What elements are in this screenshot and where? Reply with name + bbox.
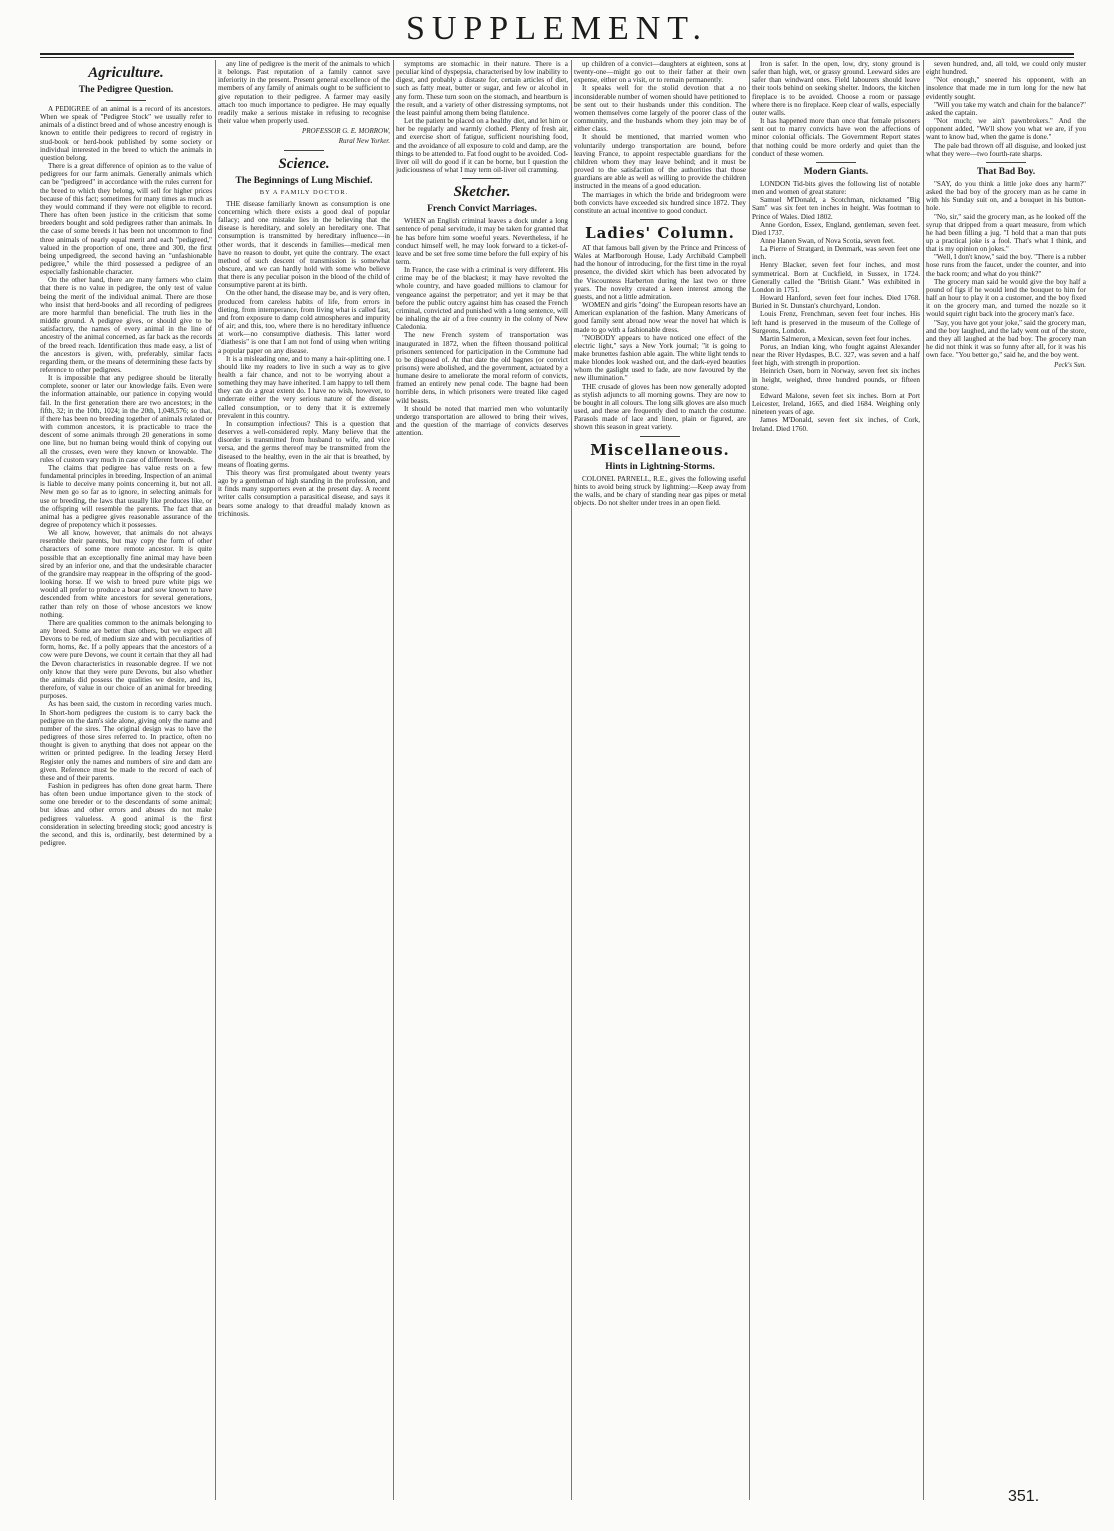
column-divider — [749, 60, 750, 1500]
paragraph: As has been said, the custom in recording varies much. In Short-horn pedigrees the custom is to carry back the pedigree on the dam's side alone, giving only the name and number of the sires. The original design was to have the pedigrees of those sires referred to. In practice, often no thought is given to anything that does not appear on the written or printed pedigree. In the leading Jersey Herd Register only the names and numbers of sire and dam are given. Reference must be made to the record of each of these and of their parents. — [40, 700, 212, 782]
paragraph: any line of pedigree is the merit of the animals to which it belongs. Past reputation of a family cannot save inferiority in the present. Present general excellence of the members of any family of animals ought to be sufficient to give reputation to their pedigree. A farmer may easily attach too much importance to pedigree. He may equally readily make a serious mistake in refusing to recognise their value when properly used. — [218, 60, 390, 126]
paragraph: We all know, however, that animals do not always resemble their parents, but may copy the form of other characters of some more remote ancestor. It is quite possible that an exceptionally fine animal may have been sired by an inferior one, and that the undesirable character of the grandsire may reappear in the offspring of the good-looking horse. If we wish to breed pure white pigs we would all prefer to produce a boar and sow known to have descended from white ancestors for several generations, rather than rely on those of whose ancestors we know nothing. — [40, 529, 212, 619]
paragraph: Henry Blacker, seven feet four inches, and most symmetrical. Born at Cuckfield, in Sussex, in 1724. Generally called the "British Giant." Was exhibited in London in 1751. — [752, 261, 920, 294]
paragraph: "Well, I don't know," said the boy. "There is a rubber hose runs from the faucet, under the counter, and into the back room; and what do you think?" — [926, 253, 1086, 278]
paragraph: A PEDIGREE of an animal is a record of its ancestors. When we speak of "Pedigree Stock" we usually refer to animals of a distinct breed and of whose ancestry enough is known to entitle their pedigrees to record of registry in stud-book or herd-book published by some society or individual interested in the breed to which the animals in question belong. — [40, 105, 212, 162]
divider — [106, 100, 146, 101]
paragraph: It should be mentioned, that married women who voluntarily undergo transportation are bound, before leaving France, to appoint respectable guardians for the children whom they may leave behind; and it must be proved to the satisfaction of the authorities that those guardians are able as well as willing to provide the children instructed in the means of a good education. — [574, 133, 746, 191]
article-headline: Hints in Lightning-Storms. — [605, 461, 715, 472]
paragraph: The grocery man said he would give the boy half a pound of figs if he would lend the bouquet to him for half an hour to play it on a customer, and the boy fixed it on the grocery man, and turned the nozzle so it would squirt right back into the grocery man's face. — [926, 277, 1086, 319]
paragraph: In France, the case with a criminal is very different. His crime may be of the blackest; it may have revolted the whole country, and have goaded millions to clamour for vengeance against the perpetrator; and yet it may be that before the public outcry against him has ceased the French criminal, convicted and punished with a long sentence, will be inhaling the air of a free country in the colony of New Caledonia. — [396, 266, 568, 332]
section-science: Science. — [278, 155, 330, 172]
paragraph: Samuel M'Donald, a Scotchman, nicknamed "Big Sam" was six feet ten inches in height. Was footman to Prince of Wales. Died 1802. — [752, 196, 920, 221]
paragraph: In consumption infectious? This is a question that deserves a well-considered reply. Many believe that the disorder is transmitted from husband to wife, and vice versa, and the germs thereof may be transmitted from the diseased to the healthy, even in the air that is breathed, by means of floating germs. — [218, 419, 390, 469]
paragraph: It has happened more than once that female prisoners sent out to marry convicts have won the affections of minor colonial officials. The Government Report states that nothing could be more orderly and quiet than the conduct of these women. — [752, 117, 920, 158]
paragraph: seven hundred, and, all told, we could only muster eight hundred. — [926, 60, 1086, 77]
paragraph: La Pierre of Stratgard, in Denmark, was seven feet one inch. — [752, 245, 920, 262]
paragraph: It should be noted that married men who voluntarily undergo transportation are allowed to bring their wives, and the question of the marriage of convicts deserves attention. — [396, 404, 568, 438]
section-agriculture: Agriculture. — [88, 65, 164, 81]
page-number: 351. — [1008, 1488, 1040, 1505]
paragraph: "SAY, do you think a little joke does any harm?" asked the bad boy of the grocery man as he came in with his Sunday suit on, and a bouquet in his button-hole. — [926, 179, 1086, 213]
signature-source: Rural New Yorker. — [338, 137, 390, 146]
paragraph: Porus, an Indian king, who fought against Alexander near the River Hydaspes, B.C. 327, was seven and a half feet high, with strength in proportion. — [752, 343, 920, 368]
byline: BY A FAMILY DOCTOR. — [259, 188, 349, 196]
column-5 — [752, 60, 920, 1500]
paragraph: Howard Hanford, seven feet four inches. Died 1768. Buried in St. Dunstan's churchyard, London. — [752, 294, 920, 311]
column-divider — [215, 60, 216, 1500]
paragraph: Martin Salmeron, a Mexican, seven feet four inches. — [760, 334, 911, 343]
paragraph: "NOBODY appears to have noticed one effect of the electric light," says a New York journal; "it is going to make brunettes fashion able again. The white light tends to make blondes look washed out, and the dark-eyed beauties whom the gaslight used to fade, are now favoured by the new illumination." — [574, 333, 746, 383]
paragraph: "Not much; we ain't pawnbrokers." And the opponent added, "We'll show you what we are, if you want to know bad, when the game is done." — [926, 117, 1086, 142]
article-headline: That Bad Boy. — [976, 166, 1036, 177]
paragraph: Anne Gordon, Essex, England, gentleman, seven feet. Died 1737. — [752, 220, 920, 237]
masthead-title: SUPPLEMENT. — [405, 10, 709, 47]
paragraph: up children of a convict—daughters at eighteen, sons at twenty-one—might go out to their father at their own expense, either on a visit, or to remain permanently. — [574, 60, 746, 85]
divider — [986, 162, 1026, 163]
section-miscellaneous: Miscellaneous. — [590, 440, 730, 459]
divider — [284, 150, 324, 151]
article-headline: Modern Giants. — [803, 166, 869, 177]
column-divider — [571, 60, 572, 1500]
paragraph: "Will you take my watch and chain for the balance?" asked the captain. — [926, 100, 1086, 117]
paragraph: Anne Hanen Swan, of Nova Scotia, seven feet. — [760, 236, 895, 245]
paragraph: Iron is safer. In the open, low, dry, stony ground is safer than high, wet, or grassy ground. Leeward sides are safer than windward ones. Field labourers should leave their tools behind on seeking shelter. Indoors, the kitchen fireplace is to be avoided. Choose a room or passage where there is no fireplace. Keep clear of walls, especially outer walls. — [752, 60, 920, 117]
section-ladies-column: Ladies' Column. — [585, 223, 735, 242]
column-6 — [926, 60, 1086, 1500]
article-headline: The Pedigree Question. — [78, 85, 174, 95]
paragraph: The pale bad thrown off all disguise, and looked just what they were—two fourth-rate sharps. — [926, 141, 1086, 158]
paragraph: "Say, you have got your joke," said the grocery man, and the boy laughed, and the lady went out of the store, and they all laughed at the bad boy. The grocery man he did not think it was so funny after all, for it was his own face. "You better go," said he, and the boy went. — [926, 318, 1086, 360]
masthead-rule — [40, 53, 1074, 55]
column-divider — [923, 60, 924, 1500]
paragraph: WHEN an English criminal leaves a dock under a long sentence of penal servitude, it may be taken for granted that he has before him some woeful years. Nevertheless, if he conduct himself well, he may look forward to a ticket-of-leave and be set free some time before the full expiry of his term. — [396, 217, 568, 266]
paragraph: The marriages in which the bride and bridegroom were both convicts have exceeded six hundred since 1872. They constitute an actual incentive to good conduct. — [574, 190, 746, 215]
column-4 — [574, 60, 746, 1500]
paragraph: THE crusade of gloves has been now generally adopted as stylish adjuncts to all morning gowns. They are now to be bought in all colours. The long silk gloves are also much used, and these are frequently died to match the costume. Parasols made of lace and linen, plain or figured, are shown this season in great variety. — [574, 382, 746, 432]
column-2 — [218, 60, 390, 1500]
signature: PROFESSOR G. E. MORROW, — [301, 127, 390, 136]
paragraph: There are qualities common to the animals belonging to any breed. Some are better than others, but we expect all Devons to be red, of medium size and with peculiarities of form, horns, &c. If a polly appears that the ancestors of a cow were pure Devons, we count it certain that they all had the Devon characteristics in reasonable degree. If we not only know that they were pure Devons, but also whether the animals did possess the qualities we desire, and its, therefore, of value in our choice of an animal for breeding purposes. — [40, 618, 212, 701]
paragraph: "No, sir," said the grocery man, as he looked off the syrup that dripped from a quart measure, from which he had been filling a jug. "I hold that a man that puts up a practical joke is a fool. That's what I think, and that is my opinion on jokes." — [926, 212, 1086, 254]
paragraph: COLONEL PARNELL, R.E., gives the following useful hints to avoid being struck by lightning:—Keep away from the walls, and be chary of standing near gas pipes or metal objects. Do not shelter under trees in an open field. — [574, 474, 746, 508]
paragraph: Louis Frenz, Frenchman, seven feet four inches. His left hand is preserved in the museum of the College of Surgeons, London. — [752, 310, 920, 335]
column-1 — [40, 60, 212, 1500]
divider — [816, 162, 856, 163]
paragraph: This theory was first promulgated about twenty years ago by a gentleman of high standing in the profession, and it finds many supporters even at the present day. A recent writer calls consumption a parasitical disease, and says it bears some analogy to that dreadful malady known as trichinosis. — [218, 468, 390, 518]
divider — [462, 178, 502, 179]
paragraph: WOMEN and girls "doing" the European resorts have an American explanation of the fashion. Many Americans of good family sent abroad now wear the novel hat which is made to go with a fashionable dress. — [574, 301, 746, 334]
section-sketcher: Sketcher. — [453, 184, 511, 201]
divider — [640, 436, 680, 437]
paragraph: James M'Donald, seven feet six inches, of Cork, Ireland. Died 1760. — [752, 416, 920, 433]
column-divider — [393, 60, 394, 1500]
paragraph: THE disease familiarly known as consumption is one concerning which there exists a good deal of popular fallacy; and one mistake lies in the believing that the disease is hereditary, and solely an hereditary one. That consumption is transmitted by hereditary influence—in other words, that it descends in families—medical men have no reason to doubt, yet quite the contrary. The exact method of such descent of transmission is somewhat obscure, and we can hardly hold with some who believe that there is any peculiar poison in the blood of the child of consumptive parent at its birth. — [218, 199, 390, 290]
paragraph: It is a misleading one, and to many a hair-splitting one. I should like my readers to live in such a way as to give health a fair chance, and not to be worrying about a something they may have inherited. I am happy to tell them they can do a great extent do. I have no wish, however, to underrate either the very serious nature of the disease called consumption, or to deny that it is extremely prevalent in this country. — [218, 354, 390, 420]
paragraph: AT that famous ball given by the Prince and Princess of Wales at Marlborough House, Lady Archibald Campbell had the honour of introducing, for the first time in the royal presence, the divided skirt which has been advocated by the Viscountess Harberton during the last two or three years. The novelty created a keen interest among the guests, and not a little admiration. — [574, 243, 746, 301]
article-headline: French Convict Marriages. — [427, 204, 537, 215]
paragraph: On the other hand, there are many farmers who claim that there is no value in pedigree, the only test of value being the merit of the individual animal. There are those who insist that herd-books and all recording of pedigrees are more harmful than beneficial. The truth lies in the middle ground. A pedigree gives, or should give to be satisfactory, the names of every animal in the line of ancestry of the animal concerned, as far back as the records of the breed reach. Identification thus made easy, a list of the ancestors is given, with, preferably, similar facts regarding them, or the means of determining these facts by reference to other pedigrees. — [40, 276, 212, 374]
paragraph: Edward Malone, seven feet six inches. Born at Port Leicester, Ireland, 1665, and died 1684. Weighing only nineteen years of age. — [752, 391, 920, 417]
paragraph: Fashion in pedigrees has often done great harm. There has often been undue importance given to the stock of some one breeder or to the descendants of some animal; but ideas and other errors and abuses do not make pedigrees valueless. A good animal is the first consideration in selecting breeding stock; good ancestry is the second, and this is, ordinarily, best determined by a pedigree. — [40, 781, 212, 848]
paragraph: "Not enough," sneered his opponent, with an insolence that made me in turn long for the new hat evidently sought. — [926, 76, 1086, 101]
paragraph: Let the patient be placed on a healthy diet, and let him or her be regularly and warmly clothed. Plenty of fresh air, and exercise short of fatigue, sufficient nourishing food, and the avoidance of all exposure to cold and damp, are the things to be attended to. Fat food ought to be avoided. Cod-liver oil will do good if it can be borne, but I question the judiciousness of what I may term oil-liver oil cramming. — [396, 117, 568, 175]
paragraph: LONDON Tid-bits gives the following list of notable men and women of great stature: — [752, 179, 920, 197]
paragraph: It speaks well for the stolid devotion that a no inconsiderable number of women should have petitioned to be sent out to their husbands under this condition. The women themselves come largely of the poorer class of the community, and the husbands whom they join may be of either class. — [574, 84, 746, 134]
paragraph: Heinrich Osen, born in Norway, seven feet six inches in height, weighed, three hundred pounds, or fifteen stone. — [752, 367, 920, 392]
paragraph: On the other hand, the disease may be, and is very often, produced from careless habits of life, from errors in dieting, from intemperance, from living what is called fast, and from exposure to damp cold atmospheres and impurity of air; and this, too, where there is no hereditary influence at work—no consumptive diathesis. This latter word "diathesis" is one that I am not fond of using when writing a popular paper on any disease. — [218, 289, 390, 355]
masthead-rule-thin — [40, 57, 1074, 58]
article-headline: The Beginnings of Lung Mischief. — [235, 175, 373, 186]
paragraph: It is impossible that any pedigree should be literally complete, sooner or later our knowledge fails. Even were the information attainable, our patience in copying would fail. In the first generation there are two ancestors; in the fifth, 32; in the 10th, 1024; in the 20th, 1,048,576; so that, if there has been no breeding together of animals related or with common ancestors, it is practicable to trace the descent of some animals through 20 generations in some one line, but no human being would think of copying out all the crosses, even were they known or knowable. The rules of custom vary much in case of different breeds. — [40, 374, 212, 464]
paragraph: The new French system of transportation was inaugurated in 1872, when the fifteen thousand political prisoners sentenced for participation in the Commune had to be disposed of. At that date the old bagnes (or convict prisons) were abolished, and the government, actuated by a humane desire to ameliorate the moral reform of convicts, framed an entirely new penal code. The bagne had been horrible dens, in which prisoners were treated like caged wild beasts. — [396, 331, 568, 405]
masthead — [40, 6, 1074, 52]
column-3 — [396, 60, 568, 1500]
paragraph: There is a great difference of opinion as to the value of pedigrees for our farm animals. Generally animals which can be "pedigreed" in accordance with the rules current for the breed to which they belong, will sell for higher prices because of this fact; sometimes for many times as much as they would command if they were not eligible to record. There has often been justice in the criticism that some breeders bought and sold pedigrees rather than animals. In the case of some breeds it has been not uncommon to find three animals of nearly equal merit and each "pedigreed," valued in the proportion of one, three and 300, the first being unpedigreed, the second having an "unfashionable pedigree," while the third possessed a pedigree of an especially fashionable character. — [40, 162, 212, 277]
divider — [640, 219, 680, 220]
paragraph: symptoms are stomachic in their nature. There is a peculiar kind of dyspepsia, characterised by low inability to digest, and probably a distaste for, certain articles of diet, such as fatty meat, butter or sugar, and few or alcohol in any form. These turn soon on the stomach, and heartburn is the result, and a variety of other distressing symptoms, not the least painful among them being flatulence. — [396, 60, 568, 117]
paragraph: The claims that pedigree has value rests on a few fundamental principles in breeding. Inspection of an animal is liable to deceive many points concerning it, but not all. New men go so far as to ignore, in selecting animals for use or breeding, the laws that usually like produces like, or the offspring will resemble the parents. The fact that an animal has a pedigree gives reasonable assurance of the degree of prepotency which it possesses. — [40, 463, 212, 529]
signature: Peck's Sun. — [1054, 361, 1086, 370]
